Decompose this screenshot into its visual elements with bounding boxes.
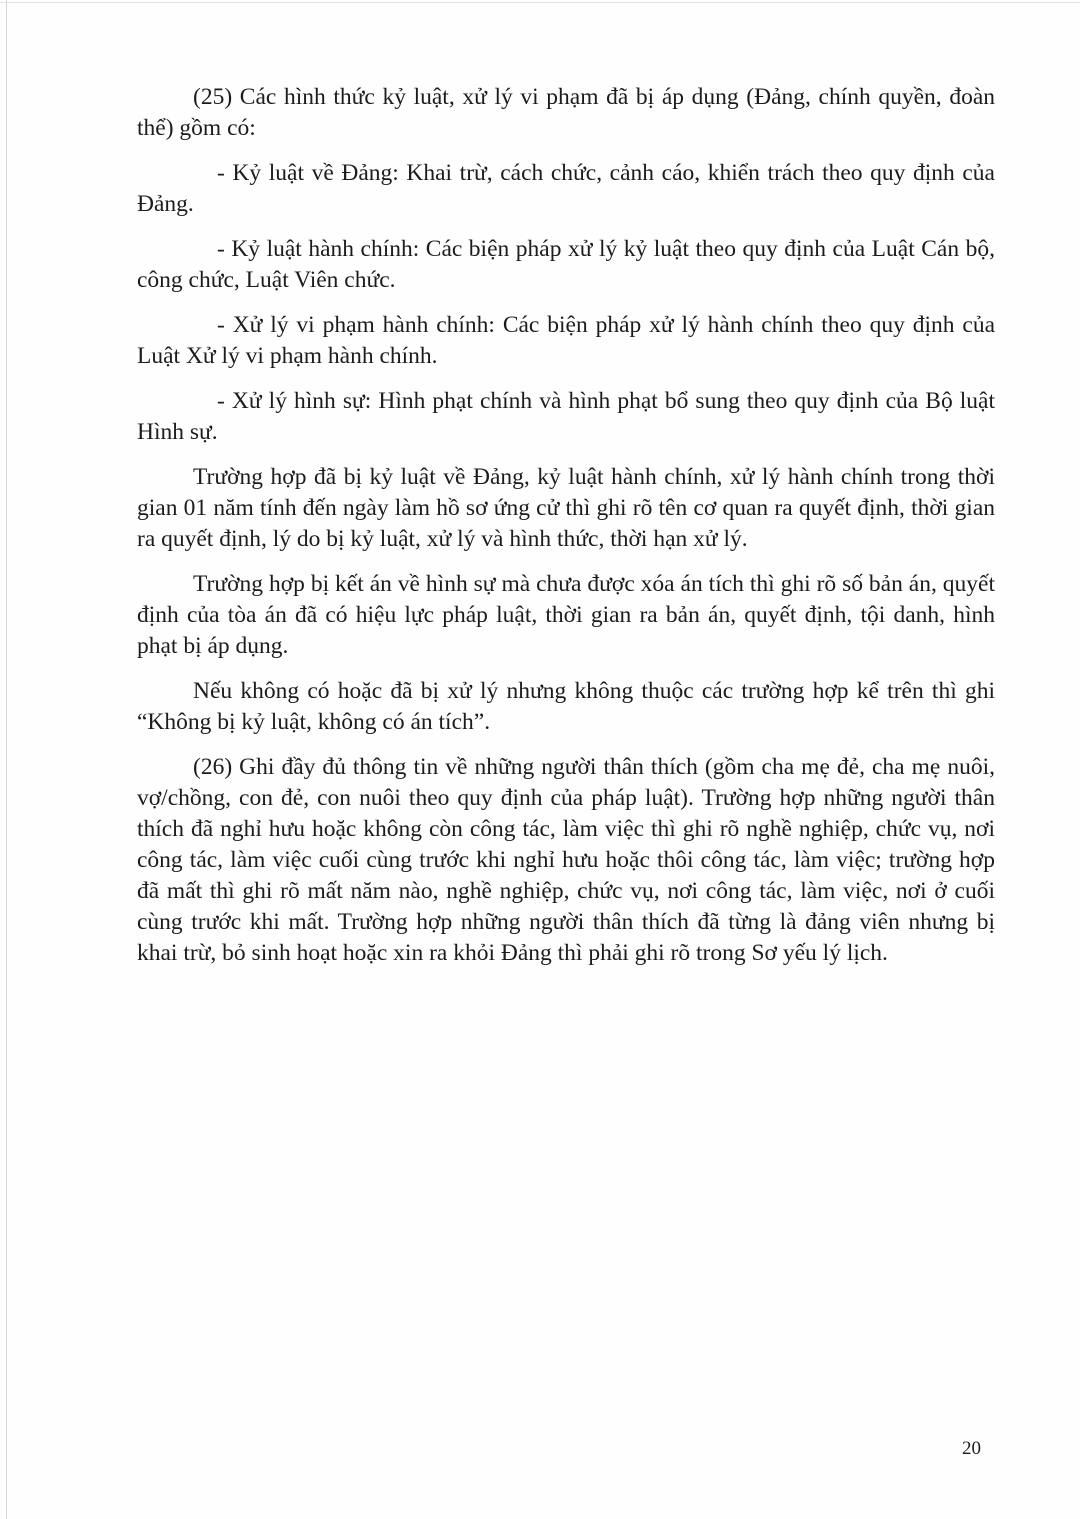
list-item-administrative-discipline: - Kỷ luật hành chính: Các biện pháp xử lý kỷ luật theo quy định của Luật Cán bộ, công chức, Luật Viên chức. (137, 236, 995, 293)
paragraph-disciplined-case: Trường hợp đã bị kỷ luật về Đảng, kỷ luật hành chính, xử lý hành chính trong thời gian 01 năm tính đến ngày làm hồ sơ ứng cử thì ghi rõ tên cơ quan ra quyết định, thời gian ra quyết định, lý do bị kỷ luật, xử lý và hình thức, thời hạn xử lý. (137, 464, 995, 552)
paragraph-no-record: Nếu không có hoặc đã bị xử lý nhưng không thuộc các trường hợp kể trên thì ghi “Không bị kỷ luật, không có án tích”. (137, 678, 995, 735)
scan-edge-left (6, 0, 7, 1519)
scan-edge-top (0, 2, 1080, 3)
paragraph-criminal-case: Trường hợp bị kết án về hình sự mà chưa được xóa án tích thì ghi rõ số bản án, quyết định của tòa án đã có hiệu lực pháp luật, thời gian ra bản án, quyết định, tội danh, hình phạt bị áp dụng. (137, 571, 995, 659)
page-number: 20 (962, 1438, 981, 1459)
document-body (137, 82, 995, 983)
paragraph-25-intro: (25) Các hình thức kỷ luật, xử lý vi phạm đã bị áp dụng (Đảng, chính quyền, đoàn thể) gồm có: (137, 84, 995, 141)
paragraph-26-relatives: (26) Ghi đầy đủ thông tin về những người thân thích (gồm cha mẹ đẻ, cha mẹ nuôi, vợ/chồng, con đẻ, con nuôi theo quy định của pháp luật). Trường hợp những người thân thích đã nghỉ hưu hoặc không còn công tác, làm việc thì ghi rõ nghề nghiệp, chức vụ, nơi công tác, làm việc cuối cùng trước khi nghỉ hưu hoặc thôi công tác, làm việc; trường hợp đã mất thì ghi rõ mất năm nào, nghề nghiệp, chức vụ, nơi công tác, làm việc, nơi ở cuối cùng trước khi mất. Trường hợp những người thân thích đã từng là đảng viên nhưng bị khai trừ, bỏ sinh hoạt hoặc xin ra khỏi Đảng thì phải ghi rõ trong Sơ yếu lý lịch. (137, 754, 995, 966)
list-item-party-discipline: - Kỷ luật về Đảng: Khai trừ, cách chức, cảnh cáo, khiển trách theo quy định của Đảng. (137, 160, 995, 217)
list-item-administrative-violation: - Xử lý vi phạm hành chính: Các biện pháp xử lý hành chính theo quy định của Luật Xử lý vi phạm hành chính. (137, 312, 995, 369)
list-item-criminal-handling: - Xử lý hình sự: Hình phạt chính và hình phạt bổ sung theo quy định của Bộ luật Hình sự. (137, 388, 995, 445)
